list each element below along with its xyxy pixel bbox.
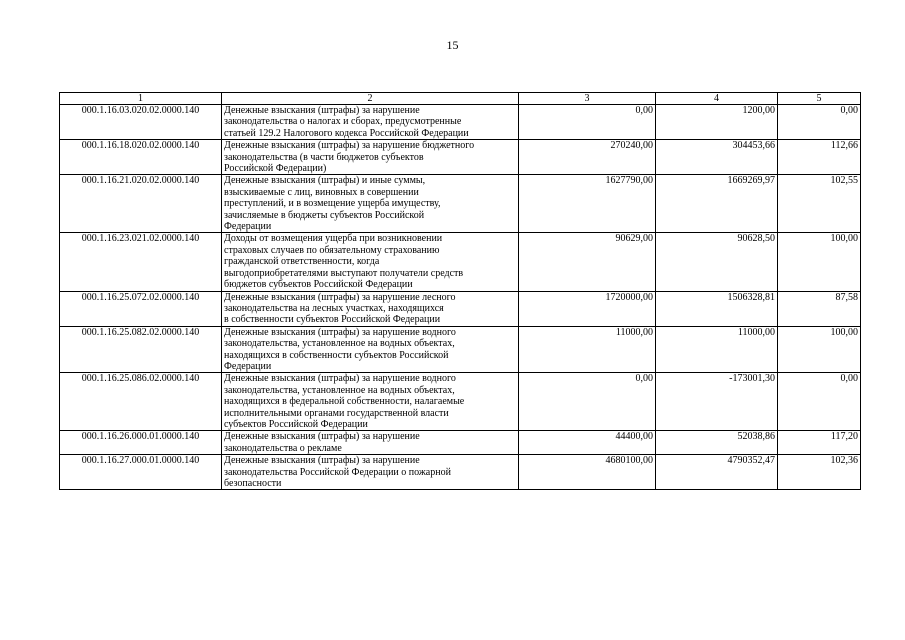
plan-amount-cell: 44400,00: [519, 431, 656, 455]
percent-cell: 102,36: [778, 455, 861, 490]
table-row: [60, 105, 861, 140]
revenue-name-line: Денежные взыскания (штрафы) за нарушение: [224, 455, 420, 467]
actual-amount-cell: 90628,50: [656, 233, 778, 291]
revenue-name-line: взыскиваемые с лиц, виновных в совершении: [224, 186, 419, 198]
revenue-name-line: законодательства на лесных участках, находящихся: [224, 302, 444, 314]
budget-code-cell: 000.1.16.25.072.02.0000.140: [60, 291, 222, 326]
table-row: [60, 233, 861, 291]
budget-code-cell: 000.1.16.21.020.02.0000.140: [60, 175, 222, 233]
percent-cell: 102,55: [778, 175, 861, 233]
revenue-name-line: Доходы от возмещения ущерба при возникновении: [224, 233, 443, 245]
revenue-name-line: страховых случаев по обязательному страхованию: [224, 244, 440, 256]
percent-cell: 117,20: [778, 431, 861, 455]
revenue-name-line: Российской Федерации): [224, 163, 327, 175]
revenue-name-line: бюджетов субъектов Российской Федерации: [224, 279, 413, 291]
percent-cell: 0,00: [778, 373, 861, 431]
actual-amount-cell: 1200,00: [656, 105, 778, 140]
revenue-name-line: Федерации: [224, 221, 272, 233]
budget-code-cell: 000.1.16.23.021.02.0000.140: [60, 233, 222, 291]
table-row: [60, 140, 861, 175]
revenue-name-cell: [222, 431, 519, 455]
table-row: [60, 291, 861, 326]
column-header-percent: 5: [778, 93, 861, 105]
revenue-name-line: законодательства о налогах и сборах, предусмотренные: [224, 116, 462, 128]
table-row: [60, 373, 861, 431]
revenue-name-line: законодательства Российской Федерации о пожарной: [224, 466, 451, 478]
table-row: [60, 431, 861, 455]
revenue-name-cell: [222, 455, 519, 490]
revenue-name-line: Денежные взыскания (штрафы) за нарушение бюджетного: [224, 140, 475, 152]
budget-code-cell: 000.1.16.26.000.01.0000.140: [60, 431, 222, 455]
percent-cell: 0,00: [778, 105, 861, 140]
table-row: [60, 326, 861, 373]
percent-cell: 112,66: [778, 140, 861, 175]
revenue-name-cell: [222, 140, 519, 175]
revenue-name-line: законодательства, установленное на водных объектах,: [224, 338, 455, 350]
plan-amount-cell: 11000,00: [519, 326, 656, 373]
revenue-name-line: безопасности: [224, 478, 282, 489]
budget-code-cell: 000.1.16.25.086.02.0000.140: [60, 373, 222, 431]
revenue-name-line: Денежные взыскания (штрафы) за нарушение водного: [224, 326, 456, 338]
revenue-name-line: субъектов Российской Федерации: [224, 418, 368, 430]
budget-code-cell: 000.1.16.18.020.02.0000.140: [60, 140, 222, 175]
plan-amount-cell: 270240,00: [519, 140, 656, 175]
revenue-name-line: Денежные взыскания (штрафы) за нарушение: [224, 105, 420, 116]
table-body: [60, 105, 861, 490]
plan-amount-cell: 1627790,00: [519, 175, 656, 233]
column-header-actual: 4: [656, 93, 778, 105]
revenue-name-line: гражданской ответственности, когда: [224, 256, 380, 268]
column-header-code: 1: [60, 93, 222, 105]
revenue-table: [59, 92, 861, 490]
revenue-name-line: находящихся в собственности субъектов Российской: [224, 349, 449, 361]
actual-amount-cell: 11000,00: [656, 326, 778, 373]
revenue-name-line: Федерации: [224, 360, 272, 372]
revenue-name-cell: [222, 233, 519, 291]
percent-cell: 100,00: [778, 233, 861, 291]
revenue-name-line: исполнительными органами государственной власти: [224, 407, 449, 419]
budget-code-cell: 000.1.16.27.000.01.0000.140: [60, 455, 222, 490]
percent-cell: 87,58: [778, 291, 861, 326]
percent-cell: 100,00: [778, 326, 861, 373]
column-number-row: [60, 93, 861, 105]
plan-amount-cell: 1720000,00: [519, 291, 656, 326]
revenue-name-line: законодательства о рекламе: [224, 442, 342, 454]
table-row: [60, 455, 861, 490]
plan-amount-cell: 0,00: [519, 105, 656, 140]
revenue-name-line: в собственности субъектов Российской Федерации: [224, 314, 441, 326]
revenue-name-line: законодательства, установленное на водных объектах,: [224, 384, 455, 396]
budget-code-cell: 000.1.16.03.020.02.0000.140: [60, 105, 222, 140]
revenue-name-line: преступлений, и в возмещение ущерба имуществу,: [224, 198, 441, 210]
actual-amount-cell: 4790352,47: [656, 455, 778, 490]
revenue-name-line: Денежные взыскания (штрафы) за нарушение: [224, 431, 420, 443]
revenue-name-cell: [222, 175, 519, 233]
revenue-name-line: статьей 129.2 Налогового кодекса Российской Федерации: [224, 127, 469, 139]
actual-amount-cell: 1669269,97: [656, 175, 778, 233]
revenue-name-line: Денежные взыскания (штрафы) за нарушение водного: [224, 373, 456, 385]
plan-amount-cell: 0,00: [519, 373, 656, 431]
actual-amount-cell: 52038,86: [656, 431, 778, 455]
revenue-name-cell: [222, 105, 519, 140]
plan-amount-cell: 90629,00: [519, 233, 656, 291]
revenue-name-cell: [222, 326, 519, 373]
actual-amount-cell: 1506328,81: [656, 291, 778, 326]
column-header-plan: 3: [519, 93, 656, 105]
budget-code-cell: 000.1.16.25.082.02.0000.140: [60, 326, 222, 373]
revenue-name-cell: [222, 373, 519, 431]
actual-amount-cell: 304453,66: [656, 140, 778, 175]
revenue-name-line: законодательства (в части бюджетов субъектов: [224, 151, 424, 163]
plan-amount-cell: 4680100,00: [519, 455, 656, 490]
revenue-name-line: Денежные взыскания (штрафы) за нарушение лесного: [224, 291, 456, 303]
revenue-name-line: зачисляемые в бюджеты субъектов Российской: [224, 209, 425, 221]
table-row: [60, 175, 861, 233]
revenue-name-line: Денежные взыскания (штрафы) и иные суммы,: [224, 175, 426, 187]
revenue-name-cell: [222, 291, 519, 326]
actual-amount-cell: -173001,30: [656, 373, 778, 431]
revenue-name-line: выгодоприобретателями выступают получатели средств: [224, 267, 464, 279]
page-number: 15: [446, 38, 459, 52]
column-header-name: 2: [222, 93, 519, 105]
revenue-name-line: находящихся в федеральной собственности, налагаемые: [224, 396, 465, 408]
